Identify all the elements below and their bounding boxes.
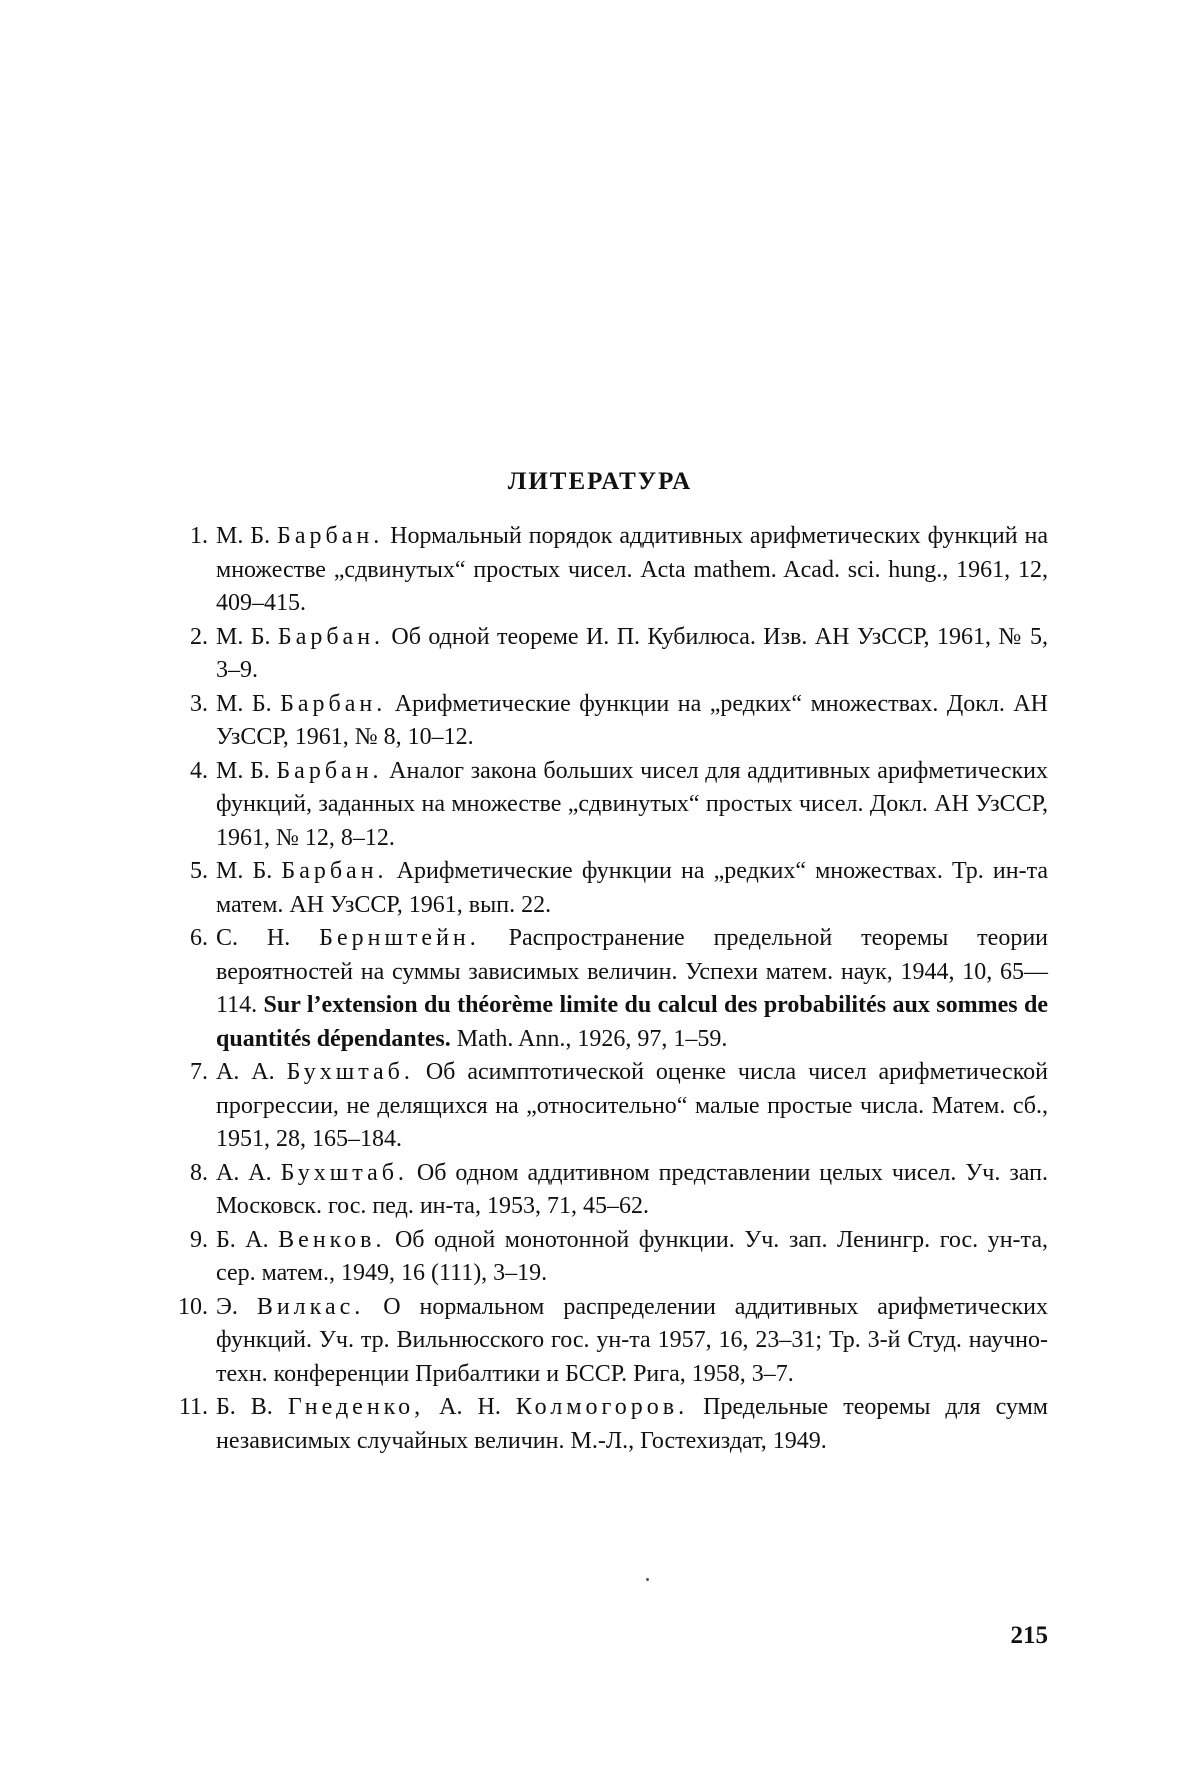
- reference-author: Бухштаб.: [286, 1059, 414, 1085]
- reference-text: Б. В.: [216, 1394, 288, 1420]
- reference-author: Барбан.: [280, 690, 387, 717]
- reference-number: 1.: [190, 523, 208, 549]
- page-number: 215: [1010, 1622, 1048, 1649]
- reference-text: А. А.: [216, 1159, 281, 1186]
- reference-list: [170, 520, 1048, 1458]
- reference-number: 6.: [190, 925, 208, 951]
- reference-number: 3.: [190, 690, 208, 717]
- reference-text: Б. А.: [216, 1226, 279, 1253]
- reference-author: Гнеденко,: [287, 1394, 425, 1420]
- reference-text: Арифметические функции на „редких“ множествах. Докл. АН УзССР, 1961, № 8, 10–12.: [216, 690, 1048, 750]
- reference-text: Об одной монотонной функции. Уч. зап. Ленингр. гос. ун-та, сер. матем., 1949, 16 (111), 3–19.: [216, 1226, 1048, 1286]
- reference-item: [170, 688, 1048, 755]
- reference-item: [170, 1224, 1048, 1291]
- reference-text: М. Б.: [216, 623, 278, 650]
- reference-author: Вилкас.: [256, 1293, 365, 1320]
- reference-text: М. Б.: [216, 858, 282, 884]
- reference-text: Распространение предельной теоремы теории вероятностей на суммы зависимых величин. Успехи матем. наук, 1944, 10, 65—114.: [216, 925, 1049, 1018]
- reference-author: Бернштейн.: [319, 925, 480, 951]
- reference-number: 2.: [190, 623, 208, 650]
- reference-text: А. Н.: [424, 1394, 516, 1420]
- reference-text: Предельные теоремы для сумм независимых случайных величин. М.-Л., Гостехиздат, 1949.: [216, 1394, 1048, 1454]
- reference-title: Sur l’extension du théorème limite du calcul des probabilités aux sommes de quantités dépendantes.: [216, 992, 1049, 1052]
- reference-item: [170, 1391, 1048, 1458]
- reference-text: А. А.: [216, 1059, 287, 1085]
- reference-number: 5.: [190, 858, 208, 884]
- reference-text: Об одном аддитивном представлении целых чисел. Уч. зап. Московск. гос. пед. ин-та, 1953, 71, 45–62.: [216, 1159, 1048, 1219]
- reference-text: Арифметические функции на „редких“ множествах. Тр. ин-та матем. АН УзССР, 1961, вып. 22.: [216, 858, 1049, 918]
- reference-text: О нормальном распределении аддитивных арифметических функций. Уч. тр. Вильнюсского гос. ун-та 1957, 16, 23–31; Тр. 3-й Студ. научно-техн. конференции Прибалтики и БССР. Рига, 1958, 3–7.: [216, 1293, 1049, 1387]
- reference-item: [170, 621, 1048, 688]
- reference-item: [170, 1157, 1048, 1224]
- reference-item: [170, 1291, 1048, 1392]
- reference-author: Бухштаб.: [280, 1159, 408, 1186]
- reference-number: 4.: [190, 757, 208, 784]
- reference-text: Об одной теореме И. П. Кубилюса. Изв. АН УзССР, 1961, № 5, 3–9.: [216, 623, 1048, 683]
- reference-text: М. Б.: [216, 690, 281, 717]
- reference-number: 10.: [178, 1293, 208, 1320]
- reference-text: М. Б.: [216, 757, 277, 784]
- reference-author: Барбан.: [276, 757, 383, 784]
- reference-author: Барбан.: [281, 858, 388, 884]
- reference-item: [170, 755, 1048, 856]
- reference-item: [170, 855, 1048, 922]
- reference-text: Аналог закона больших чисел для аддитивных арифметических функций, заданных на множестве „сдвинутых“ простых чисел. Докл. АН УзССР, 1961, № 12, 8–12.: [216, 757, 1048, 851]
- reference-number: 11.: [178, 1394, 208, 1420]
- reference-text: С. Н.: [216, 925, 320, 951]
- reference-text: Math. Ann., 1926, 97, 1–59.: [450, 1025, 728, 1052]
- reference-author: Колмогоров.: [515, 1394, 689, 1420]
- reference-author: Барбан.: [277, 623, 385, 650]
- reference-item: [170, 1056, 1048, 1157]
- reference-number: 8.: [190, 1159, 208, 1186]
- reference-number: 9.: [190, 1226, 208, 1253]
- reference-text: Э.: [216, 1293, 257, 1320]
- reference-text: Нормальный порядок аддитивных арифметических функций на множестве „сдвинутых“ простых чисел. Acta mathem. Acad. sci. hung., 1961, 12, 409–415.: [216, 523, 1049, 616]
- reference-text: М. Б.: [216, 523, 278, 549]
- section-heading: ЛИТЕРАТУРА: [507, 468, 693, 495]
- reference-text: Об асимптотической оценке числа чисел арифметической прогрессии, не делящихся на „относительно“ малые простые числа. Матем. сб., 1951, 28, 165–184.: [216, 1059, 1048, 1152]
- reference-number: 7.: [190, 1059, 208, 1085]
- reference-author: Венков.: [278, 1226, 386, 1253]
- print-speck: [646, 1578, 649, 1581]
- reference-author: Барбан.: [277, 523, 384, 549]
- reference-item: [170, 520, 1048, 621]
- reference-item: [170, 922, 1048, 1056]
